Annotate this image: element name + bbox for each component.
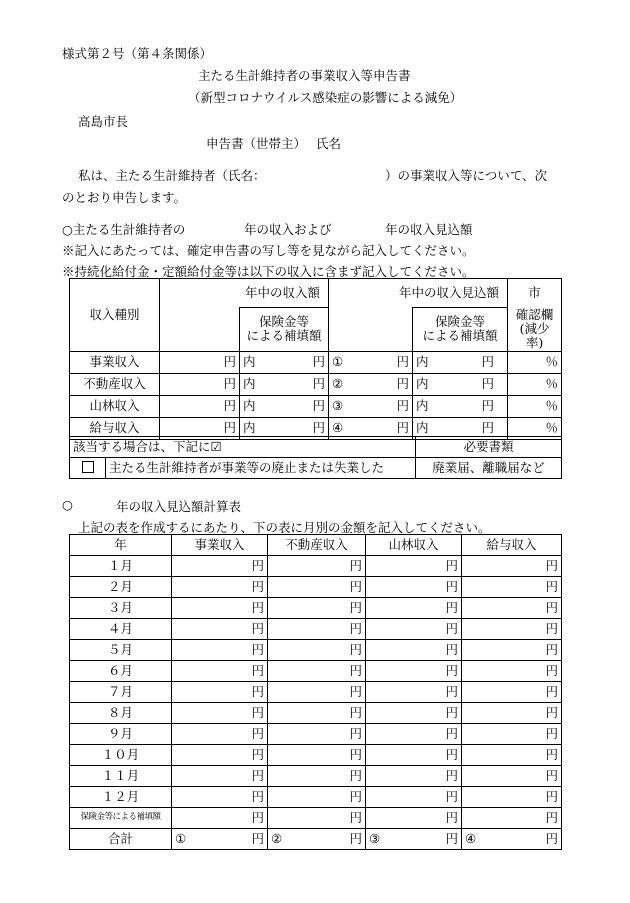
table-row [70, 598, 562, 619]
amount-cell[interactable]: 円 [462, 577, 562, 598]
amount-cell[interactable]: 円 [462, 808, 562, 829]
insurance-row [70, 808, 562, 829]
amount-cell[interactable]: 円 [462, 640, 562, 661]
applicant-label: 申告書（世帯主） [206, 136, 307, 151]
amount-cell[interactable]: 円 [462, 682, 562, 703]
document-title: 主たる生計維持者の事業収入等申告書 [198, 68, 411, 83]
month-label: ８月 [70, 703, 172, 724]
total-cell[interactable]: ③ 円 [366, 829, 462, 850]
month-label: １１月 [70, 766, 172, 787]
forecast-cell[interactable]: ① 円 [329, 351, 413, 373]
header-salary: 給与収入 [462, 535, 562, 556]
insurance-cell[interactable]: 内 円 [240, 395, 329, 417]
percent-unit: ％ [508, 395, 562, 417]
addressee: 高島市長 [78, 114, 129, 129]
amount-cell[interactable]: 円 [366, 787, 462, 808]
insurance-cell[interactable]: 内 円 [413, 351, 508, 373]
required-docs-header: 必要書類 [416, 437, 562, 458]
yen-unit: 円 [160, 373, 240, 395]
total-label: 合計 [70, 829, 172, 850]
table-row [70, 556, 562, 577]
amount-cell[interactable]: 円 [366, 682, 462, 703]
checkbox-icon[interactable] [82, 461, 94, 473]
month-label: ６月 [70, 661, 172, 682]
amount-cell[interactable]: 円 [268, 724, 366, 745]
header-real-estate: 不動産収入 [268, 535, 366, 556]
intro-text-part1: 私は、主たる生計維持者（氏名： [78, 168, 266, 183]
month-label: ５月 [70, 640, 172, 661]
table-row [70, 577, 562, 598]
section2-heading-a: ○ [62, 497, 73, 512]
amount-cell[interactable]: 円 [462, 745, 562, 766]
table-row [70, 766, 562, 787]
insurance-cell[interactable]: 内 円 [240, 417, 329, 439]
section1-note-1: ※記入にあたっては、確定申告書の写し等を見ながら記入してください。 [62, 243, 475, 258]
insurance-cell[interactable]: 内 円 [413, 373, 508, 395]
amount-cell[interactable]: 円 [366, 766, 462, 787]
condition-checkbox[interactable] [70, 458, 106, 479]
yen-unit: 円 [160, 417, 240, 439]
table-row [70, 787, 562, 808]
row-label: 事業収入 [70, 351, 160, 373]
header-city-check: 確認欄 (減少率) [508, 308, 562, 352]
header-forestry: 山林収入 [366, 535, 462, 556]
form-number: 様式第２号（第４条関係） [62, 46, 213, 61]
amount-cell[interactable]: 円 [172, 724, 268, 745]
amount-cell[interactable]: 円 [366, 661, 462, 682]
month-label: ４月 [70, 619, 172, 640]
intro-text-line2: のとおり申告します。 [62, 190, 187, 205]
month-label: ７月 [70, 682, 172, 703]
intro-text-part2: ）の事業収入等について、次 [385, 168, 548, 183]
amount-cell[interactable]: 円 [172, 703, 268, 724]
document-subtitle: （新型コロナウイルス感染症の影響による減免） [188, 90, 463, 105]
name-label: 氏名 [316, 136, 342, 151]
amount-cell[interactable]: 円 [366, 745, 462, 766]
amount-cell[interactable]: 円 [366, 598, 462, 619]
monthly-header-row [70, 535, 562, 556]
insurance-cell[interactable]: 内 円 [240, 351, 329, 373]
amount-cell[interactable]: 円 [268, 577, 366, 598]
month-label: ３月 [70, 598, 172, 619]
amount-cell[interactable]: 円 [366, 619, 462, 640]
header-current-income: 年中の収入額 [160, 279, 329, 308]
total-cell[interactable]: ② 円 [268, 829, 366, 850]
percent-unit: ％ [508, 417, 562, 439]
insurance-row-label: 保険金等による補填額 [70, 808, 172, 829]
header-year: 年 [70, 535, 172, 556]
amount-cell[interactable]: 円 [172, 682, 268, 703]
amount-cell[interactable]: 円 [366, 640, 462, 661]
condition-text: 主たる生計維持者が事業等の廃止または失業した [106, 458, 416, 479]
amount-cell[interactable]: 円 [366, 556, 462, 577]
yen-unit: 円 [160, 351, 240, 373]
table-row [70, 640, 562, 661]
amount-cell[interactable]: 円 [172, 787, 268, 808]
table-row [70, 703, 562, 724]
amount-cell[interactable]: 円 [462, 619, 562, 640]
amount-cell[interactable]: 円 [268, 640, 366, 661]
amount-cell[interactable]: 円 [462, 556, 562, 577]
table-row [70, 724, 562, 745]
insurance-cell[interactable]: 内 円 [240, 373, 329, 395]
header-city-1: 市 [508, 279, 562, 308]
amount-cell[interactable]: 円 [172, 766, 268, 787]
month-label: １２月 [70, 787, 172, 808]
forecast-cell[interactable]: ② 円 [329, 373, 413, 395]
row-label: 山林収入 [70, 395, 160, 417]
amount-cell[interactable]: 円 [172, 640, 268, 661]
percent-unit: ％ [508, 373, 562, 395]
row-label: 不動産収入 [70, 373, 160, 395]
amount-cell[interactable]: 円 [268, 787, 366, 808]
amount-cell[interactable]: 円 [268, 619, 366, 640]
forecast-cell[interactable]: ③ 円 [329, 395, 413, 417]
forecast-cell[interactable]: ④ 円 [329, 417, 413, 439]
amount-cell[interactable]: 円 [366, 724, 462, 745]
required-docs: 廃業届、離職届など [416, 458, 562, 479]
month-label: ９月 [70, 724, 172, 745]
yen-unit: 円 [160, 395, 240, 417]
amount-cell[interactable]: 円 [172, 808, 268, 829]
amount-cell[interactable]: 円 [172, 619, 268, 640]
month-label: １０月 [70, 745, 172, 766]
total-row [70, 829, 562, 850]
month-label: １月 [70, 556, 172, 577]
amount-cell[interactable]: 円 [172, 661, 268, 682]
section1-heading-b: 年の収入および [244, 222, 332, 237]
income-table [69, 278, 562, 440]
total-cell[interactable]: ① 円 [172, 829, 268, 850]
amount-cell[interactable]: 円 [268, 745, 366, 766]
table-row [70, 661, 562, 682]
row-label: 給与収入 [70, 417, 160, 439]
section2-note: 上記の表を作成するにあたり、下の表に月別の金額を記入してください。 [78, 520, 491, 535]
insurance-cell[interactable]: 内 円 [413, 395, 508, 417]
monthly-income-table [69, 534, 562, 850]
header-insurance-current: 保険金等 による補填額 [240, 308, 329, 352]
total-cell[interactable]: ④ 円 [462, 829, 562, 850]
header-business: 事業収入 [172, 535, 268, 556]
percent-unit: ％ [508, 351, 562, 373]
amount-cell[interactable]: 円 [268, 808, 366, 829]
table-row [70, 373, 562, 395]
insurance-cell[interactable]: 内 円 [413, 417, 508, 439]
table-row [70, 351, 562, 373]
amount-cell[interactable]: 円 [172, 598, 268, 619]
condition-table [69, 436, 562, 479]
header-forecast-income: 年中の収入見込額 [329, 279, 508, 308]
amount-cell[interactable]: 円 [462, 661, 562, 682]
section1-note-2: ※持続化給付金・定額給付金等は以下の収入に含まず記入してください。 [62, 264, 475, 279]
amount-cell[interactable]: 円 [268, 598, 366, 619]
amount-cell[interactable]: 円 [268, 703, 366, 724]
amount-cell[interactable]: 円 [268, 556, 366, 577]
amount-cell[interactable]: 円 [172, 745, 268, 766]
header-insurance-forecast: 保険金等 による補填額 [413, 308, 508, 352]
amount-cell[interactable]: 円 [462, 766, 562, 787]
section1-heading-a: ○主たる生計維持者の [62, 222, 186, 237]
header-income-type: 収入種別 [70, 279, 160, 352]
condition-header: 該当する場合は、下記に☑ [70, 437, 416, 458]
amount-cell[interactable]: 円 [268, 766, 366, 787]
amount-cell[interactable]: 円 [268, 661, 366, 682]
amount-cell[interactable]: 円 [366, 808, 462, 829]
table-row [70, 619, 562, 640]
month-label: ２月 [70, 577, 172, 598]
amount-cell[interactable]: 円 [366, 703, 462, 724]
checked-box-icon: ☑ [210, 438, 222, 454]
section2-heading-b: 年の収入見込額計算表 [116, 499, 242, 514]
table-row [70, 745, 562, 766]
table-row [70, 395, 562, 417]
amount-cell[interactable]: 円 [268, 682, 366, 703]
amount-cell[interactable]: 円 [172, 577, 268, 598]
amount-cell[interactable]: 円 [172, 556, 268, 577]
amount-cell[interactable]: 円 [462, 598, 562, 619]
amount-cell[interactable]: 円 [366, 577, 462, 598]
amount-cell[interactable]: 円 [462, 787, 562, 808]
section1-heading-c: 年の収入見込額 [385, 222, 473, 237]
amount-cell[interactable]: 円 [462, 724, 562, 745]
amount-cell[interactable]: 円 [462, 703, 562, 724]
table-row [70, 682, 562, 703]
